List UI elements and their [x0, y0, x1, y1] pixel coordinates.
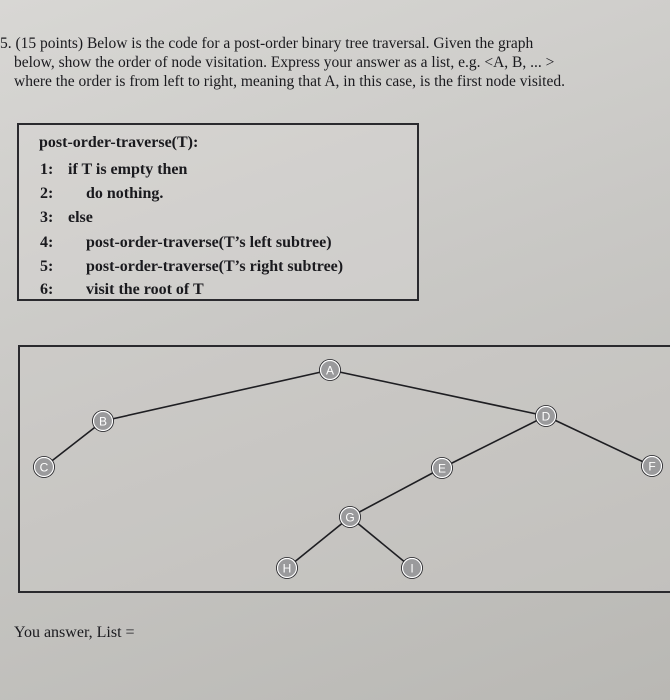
node-label: D: [541, 409, 551, 424]
line-text: if T is empty then: [68, 161, 188, 178]
tree-node-h: [276, 557, 298, 579]
answer-prompt: You answer, List =: [14, 624, 135, 641]
line-text: visit the root of T: [86, 281, 204, 298]
tree-node-a: [319, 359, 341, 381]
tree-edge-e-g: [350, 468, 442, 517]
node-label: B: [98, 414, 108, 429]
node-label: H: [282, 561, 292, 576]
line-text: do nothing.: [86, 185, 164, 202]
line-text: post-order-traverse(T’s left subtree): [86, 234, 332, 251]
tree-edge-a-b: [103, 370, 330, 421]
node-label: I: [410, 561, 414, 576]
question-line-2: below, show the order of node visitation. Express your answer as a list, e.g. <A, B, ... >: [14, 54, 555, 71]
tree-node-e: [431, 457, 453, 479]
line-number: 3:: [40, 209, 54, 226]
line-number: 6:: [40, 281, 54, 298]
tree-node-g: [339, 506, 361, 528]
node-label: E: [437, 461, 447, 476]
line-text: post-order-traverse(T’s right subtree): [86, 258, 344, 275]
tree-node-f: [641, 455, 663, 477]
line-number: 1:: [40, 161, 54, 178]
tree-edge-a-d: [330, 370, 546, 416]
tree-node-i: [401, 557, 423, 579]
line-number: 2:: [40, 185, 54, 202]
tree-edge-d-f: [546, 416, 652, 466]
pseudocode-title: post-order-traverse(T):: [39, 134, 199, 151]
node-label: G: [345, 510, 355, 525]
tree-edge-d-e: [442, 416, 546, 468]
tree-edge-g-h: [287, 517, 350, 568]
tree-node-d: [535, 405, 557, 427]
tree-edge-g-i: [350, 517, 412, 568]
node-label: F: [648, 459, 656, 474]
node-label: C: [39, 460, 49, 475]
question-line-3: where the order is from left to right, meaning that A, in this case, is the first node visited.: [14, 73, 565, 90]
tree-node-c: [33, 456, 55, 478]
node-label: A: [325, 363, 335, 378]
question-line-1: 5. (15 points) Below is the code for a post-order binary tree traversal. Given the graph: [0, 35, 534, 52]
tree-edge-b-c: [44, 421, 103, 467]
line-number: 4:: [40, 234, 54, 251]
line-number: 5:: [40, 258, 54, 275]
line-text: else: [68, 209, 93, 226]
tree-node-b: [92, 410, 114, 432]
